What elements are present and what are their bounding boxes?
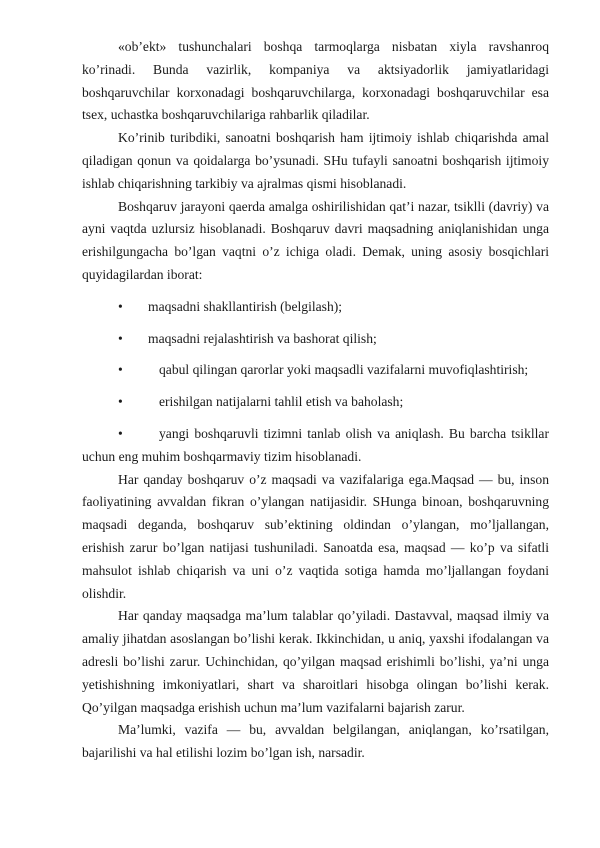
bullet-icon: •: [118, 394, 123, 410]
paragraph-maqsad: Har qanday boshqaruv o’z maqsadi va vazifalariga ega.Maqsad — bu, inson faoliyatining avvaldan fikran o’ylangan natijasidir. SHunga binoan, boshqaruvning maqsadi deganda, boshqaruv sub’ektining oldindan o’ylangan, mo’ljallangan, erishish zarur bo’lgan natijasi tushuniladi. Sanoatda esa, maqsad — ko’p va sifatli mahsulot ishlab chiqarish va uni o’z vaqtida sotiga hamda mo’ljallangan foydani olishdir.: [82, 471, 549, 601]
bullet-text: erishilgan natijalarni tahlil etish va baholash;: [159, 394, 404, 410]
bullet-text: qabul qilingan qarorlar yoki maqsadli vazifalarni muvofiqlashtirish;: [159, 362, 529, 378]
bullet-item: [82, 296, 549, 319]
bullet-icon: •: [118, 298, 123, 314]
bullet-text: maqsadni shakllantirish (belgilash);: [148, 298, 343, 314]
bullet-text: yangi boshqaruvli tizimni tanlab olish va aniqlash. Bu barcha tsikllar uchun eng muhim boshqarmaviy tizim hisoblanadi.: [82, 425, 549, 464]
bullet-text: maqsadni rejalashtirish va bashorat qilish;: [148, 330, 377, 346]
bullet-icon: •: [118, 362, 123, 378]
paragraph-sanoat-boshqarish: Ko’rinib turibdiki, sanoatni boshqarish ham ijtimoiy ishlab chiqarishda amal qiladigan qonun va qoidalarga bo’ysunadi. SHu tufayli sanoatni boshqarish ijtimoiy ishlab chiqarishning tarkibiy va ajralmas qismi hisoblanadi.: [82, 130, 549, 191]
bullet-icon: •: [118, 425, 123, 441]
bullet-item: [82, 328, 549, 351]
paragraph-vazifa: Ma’lumki, vazifa — bu, avvaldan belgilangan, aniqlangan, ko’rsatilgan, bajarilishi va hal etilishi lozim bo’lgan ish, narsadir.: [82, 722, 549, 761]
bullet-item: [82, 359, 549, 382]
paragraph-ob-ekt: «ob’ekt» tushunchalari boshqa tarmoqlarga nisbatan xiyla ravshanroq ko’rinadi. Bunda vazirlik, kompaniya va aktsiyadorlik jamiyatlaridagi boshqaruvchilar korxonadagi boshqaruvchilarga, korxonadagi boshqaruvchilar esa tsex, uchastka boshqaruvchilariga rahbarlik qiladilar.: [82, 39, 549, 123]
paragraph-boshqaruv-jarayoni: Boshqaruv jarayoni qaerda amalga oshirilishidan qat’i nazar, tsiklli (davriy) va ayni vaqtda uzlursiz hisoblanadi. Boshqaruv davri maqsadning aniqlanishidan unga erishilgungacha bo’lgan vaqtni o’z ichiga oladi. Demak, uning asosiy bosqichlari quyidagilardan iborat:: [82, 198, 549, 282]
bullet-item: [82, 423, 549, 469]
bullet-item: [82, 391, 549, 414]
paragraph-maqsad-talablari: Har qanday maqsadga ma’lum talablar qo’yiladi. Dastavval, maqsad ilmiy va amaliy jihatdan asoslangan bo’lishi kerak. Ikkinchidan, u aniq, yaxshi ifodalangan va adresli bo’lishi zarur. Uchinchidan, qo’yilgan maqsad erishimli bo’lishi, ya’ni unga yetishishning imkoniyatlari, shart va sharoitlari hisobga olingan bo’lishi kerak. Qo’yilgan maqsadga erishish uchun ma’lum vazifalarni bajarish zarur.: [82, 608, 549, 715]
bullet-icon: •: [118, 330, 123, 346]
